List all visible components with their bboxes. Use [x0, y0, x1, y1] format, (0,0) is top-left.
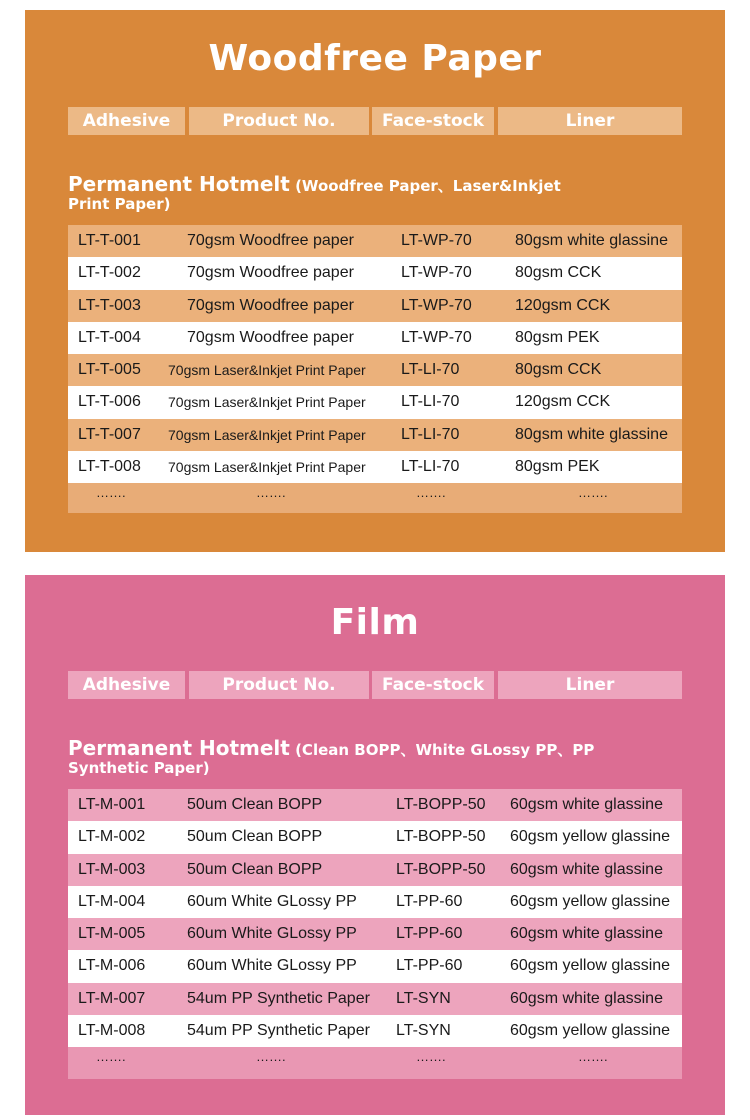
liner-cell: 80gsm PEK: [515, 458, 600, 476]
liner-cell: 80gsm CCK: [515, 264, 602, 282]
product-no-cell: 60um White GLossy PP: [187, 957, 357, 975]
film-panel: [25, 575, 725, 1115]
table-row: [68, 854, 682, 886]
table-row: [68, 886, 682, 918]
film-header-product-no: Product No.: [189, 671, 369, 699]
product-no-cell: 70gsm Laser&Inkjet Print Paper: [168, 459, 366, 476]
liner-cell: 60gsm white glassine: [510, 796, 663, 813]
product-no-cell: 70gsm Woodfree paper: [187, 232, 354, 249]
liner-cell: 60gsm yellow glassine: [510, 828, 671, 846]
face-stock-cell: LT-WP-70: [401, 328, 472, 346]
face-stock-cell: LT-BOPP-50: [396, 796, 486, 813]
table-row: [68, 918, 682, 950]
product-no-cell: 50um Clean BOPP: [187, 796, 323, 813]
table-row-more: [68, 1047, 682, 1079]
product-no-cell: 54um PP Synthetic Paper: [187, 989, 370, 1007]
product-no-cell: 70gsm Laser&Inkjet Print Paper: [168, 426, 366, 443]
liner-cell: 80gsm CCK: [515, 361, 602, 379]
woodfree-header-product-no: Product No.: [189, 107, 369, 135]
woodfree-section-main: Permanent Hotmelt: [68, 172, 290, 196]
product-no-cell: 70gsm Woodfree paper: [187, 264, 354, 282]
more-ellipsis: …….: [256, 485, 286, 501]
film-title: Film: [330, 602, 420, 643]
woodfree-title: Woodfree Paper: [208, 38, 542, 79]
adhesive-cell: LT-M-002: [78, 828, 146, 846]
woodfree-panel: [25, 10, 725, 552]
face-stock-cell: LT-PP-60: [396, 925, 463, 943]
adhesive-cell: LT-T-001: [78, 232, 141, 249]
liner-cell: 60gsm white glassine: [510, 989, 663, 1007]
adhesive-cell: LT-M-005: [78, 925, 146, 943]
table-row: [68, 950, 682, 982]
table-row: [68, 451, 682, 483]
more-ellipsis: …….: [578, 485, 608, 501]
table-row: [68, 419, 682, 451]
film-header-liner: Liner: [498, 671, 682, 699]
adhesive-cell: LT-M-006: [78, 957, 146, 975]
face-stock-cell: LT-PP-60: [396, 957, 463, 975]
woodfree-table: [68, 225, 682, 513]
liner-cell: 60gsm white glassine: [510, 925, 663, 943]
film-header-adhesive: Adhesive: [68, 671, 185, 699]
face-stock-cell: LT-LI-70: [401, 458, 460, 476]
liner-cell: 80gsm PEK: [515, 328, 600, 346]
adhesive-cell: LT-T-006: [78, 393, 141, 411]
liner-cell: 60gsm white glassine: [510, 860, 663, 878]
table-row: [68, 290, 682, 322]
woodfree-header-adhesive: Adhesive: [68, 107, 185, 135]
more-ellipsis: …….: [96, 485, 126, 501]
film-section-heading: [68, 736, 688, 777]
adhesive-cell: LT-T-008: [78, 458, 141, 476]
face-stock-cell: LT-SYN: [396, 989, 451, 1007]
adhesive-cell: LT-T-007: [78, 425, 141, 443]
more-ellipsis: …….: [256, 1049, 286, 1065]
product-no-cell: 60um White GLossy PP: [187, 892, 357, 910]
more-ellipsis: …….: [416, 1049, 446, 1065]
adhesive-cell: LT-M-007: [78, 989, 146, 1007]
liner-cell: 60gsm yellow glassine: [510, 957, 671, 975]
liner-cell: 60gsm yellow glassine: [510, 892, 671, 910]
adhesive-cell: LT-T-002: [78, 264, 141, 282]
more-ellipsis: …….: [96, 1049, 126, 1065]
film-header-face-stock: Face-stock: [372, 671, 494, 699]
woodfree-section-sub-2: Print Paper): [68, 195, 171, 213]
table-row-more: [68, 483, 682, 513]
product-no-cell: 54um PP Synthetic Paper: [187, 1022, 370, 1040]
adhesive-cell: LT-T-003: [78, 296, 141, 314]
face-stock-cell: LT-LI-70: [401, 393, 460, 411]
liner-cell: 80gsm white glassine: [515, 232, 668, 249]
face-stock-cell: LT-WP-70: [401, 232, 472, 249]
table-row: [68, 789, 682, 821]
table-row: [68, 322, 682, 354]
product-no-cell: 70gsm Laser&Inkjet Print Paper: [168, 362, 366, 379]
table-row: [68, 354, 682, 386]
product-no-cell: 70gsm Woodfree paper: [187, 296, 354, 314]
adhesive-cell: LT-M-003: [78, 860, 146, 878]
face-stock-cell: LT-PP-60: [396, 892, 463, 910]
face-stock-cell: LT-WP-70: [401, 296, 472, 314]
face-stock-cell: LT-BOPP-50: [396, 828, 486, 846]
liner-cell: 60gsm yellow glassine: [510, 1022, 671, 1040]
face-stock-cell: LT-LI-70: [401, 425, 460, 443]
woodfree-header-liner: Liner: [498, 107, 682, 135]
film-section-sub-1: (Clean BOPP、White GLossy PP、PP: [289, 741, 595, 759]
woodfree-header-face-stock: Face-stock: [372, 107, 494, 135]
liner-cell: 120gsm CCK: [515, 393, 611, 411]
woodfree-section-sub-1: (Woodfree Paper、Laser&Inkjet: [289, 177, 561, 195]
table-row: [68, 1015, 682, 1047]
product-no-cell: 50um Clean BOPP: [187, 828, 323, 846]
adhesive-cell: LT-T-005: [78, 361, 141, 379]
product-no-cell: 60um White GLossy PP: [187, 925, 357, 943]
more-ellipsis: …….: [416, 485, 446, 501]
more-ellipsis: …….: [578, 1049, 608, 1065]
film-section-main: Permanent Hotmelt: [68, 736, 290, 760]
woodfree-section-heading: [68, 172, 688, 213]
face-stock-cell: LT-WP-70: [401, 264, 472, 282]
product-no-cell: 70gsm Laser&Inkjet Print Paper: [168, 394, 366, 411]
adhesive-cell: LT-M-001: [78, 796, 146, 813]
liner-cell: 80gsm white glassine: [515, 425, 668, 443]
face-stock-cell: LT-BOPP-50: [396, 860, 486, 878]
adhesive-cell: LT-M-004: [78, 892, 146, 910]
table-row: [68, 386, 682, 418]
table-row: [68, 257, 682, 289]
table-row: [68, 983, 682, 1015]
product-no-cell: 50um Clean BOPP: [187, 860, 323, 878]
product-no-cell: 70gsm Woodfree paper: [187, 328, 354, 346]
film-section-sub-2: Synthetic Paper): [68, 759, 210, 777]
table-row: [68, 821, 682, 853]
adhesive-cell: LT-M-008: [78, 1022, 146, 1040]
face-stock-cell: LT-LI-70: [401, 361, 460, 379]
liner-cell: 120gsm CCK: [515, 296, 611, 314]
face-stock-cell: LT-SYN: [396, 1022, 451, 1040]
table-row: [68, 225, 682, 257]
film-table: [68, 789, 682, 1079]
adhesive-cell: LT-T-004: [78, 328, 141, 346]
